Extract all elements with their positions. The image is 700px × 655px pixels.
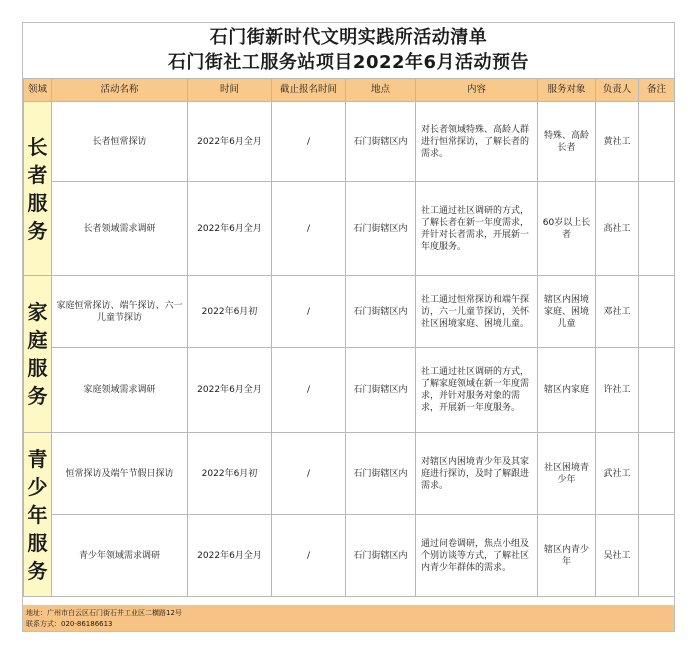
place-cell: 石门街辖区内 [346, 433, 416, 515]
owner-cell: 吴社工 [596, 515, 639, 597]
deadline-cell: / [272, 182, 346, 276]
table-row [24, 276, 675, 348]
time-cell: 2022年6月全月 [188, 182, 272, 276]
content-cell: 社工通过社区调研的方式，了解家庭领域在新一年度需求，并针对服务对象的需求，开展新一年度服务。 [416, 348, 538, 433]
place-cell: 石门街辖区内 [346, 276, 416, 348]
target-cell: 辖区内青少年 [538, 515, 596, 597]
footer-address: 地址：广州市白云区石门街石井工业区二横路12号 [26, 609, 182, 617]
deadline-cell: / [272, 433, 346, 515]
content-cell: 社工通过社区调研的方式，了解长者在新一年度需求，并针对长者需求，开展新一年度服务。 [416, 182, 538, 276]
domain-cell-youth: 青少年服务 [24, 433, 52, 597]
time-cell: 2022年6月全月 [188, 348, 272, 433]
target-cell: 特殊、高龄长者 [538, 102, 596, 182]
owner-cell: 高社工 [596, 182, 639, 276]
content-cell: 社工通过恒常探访和端午探访，六一儿童节探访，关怀社区困境家庭、困境儿童。 [416, 276, 538, 348]
header-owner: 负责人 [596, 79, 639, 102]
note-cell [639, 276, 675, 348]
page-subtitle: 石门街社工服务站项目2022年6月活动预告 [167, 52, 530, 73]
deadline-cell: / [272, 276, 346, 348]
table-row [24, 515, 675, 597]
deadline-cell: / [272, 515, 346, 597]
deadline-cell: / [272, 102, 346, 182]
target-cell: 60岁以上长者 [538, 182, 596, 276]
note-cell [639, 433, 675, 515]
header-time: 时间 [188, 79, 272, 102]
activity-name-cell: 长者领域需求调研 [52, 182, 188, 276]
place-cell: 石门街辖区内 [346, 515, 416, 597]
domain-cell-family: 家庭服务 [24, 276, 52, 433]
activity-name-cell: 长者恒常探访 [52, 102, 188, 182]
time-cell: 2022年6月初 [188, 276, 272, 348]
note-cell [639, 515, 675, 597]
activity-name-cell: 家庭领域需求调研 [52, 348, 188, 433]
header-target: 服务对象 [538, 79, 596, 102]
content-cell: 对长者领域特殊、高龄人群进行恒常探访，了解长者的需求。 [416, 102, 538, 182]
target-cell: 辖区内家庭 [538, 348, 596, 433]
target-cell: 辖区内困境家庭、困境儿童 [538, 276, 596, 348]
footer-contact [23, 605, 674, 631]
activity-name-cell: 家庭恒常探访、端午探访、六一儿童节探访 [52, 276, 188, 348]
table-row [24, 102, 675, 182]
header-domain: 领域 [24, 79, 52, 102]
header-deadline: 截止报名时间 [272, 79, 346, 102]
content-cell: 对辖区内困境青少年及其家庭进行探访，及时了解跟进需求。 [416, 433, 538, 515]
activity-table [23, 78, 675, 597]
activity-sheet [22, 22, 675, 632]
page-title: 石门街新时代文明实践所活动清单 [209, 27, 488, 48]
owner-cell: 邓社工 [596, 276, 639, 348]
target-cell: 社区困境青少年 [538, 433, 596, 515]
title-block [23, 23, 674, 78]
header-content: 内容 [416, 79, 538, 102]
place-cell: 石门街辖区内 [346, 182, 416, 276]
deadline-cell: / [272, 348, 346, 433]
table-row [24, 433, 675, 515]
note-cell [639, 348, 675, 433]
table-header-row [24, 79, 675, 102]
time-cell: 2022年6月初 [188, 433, 272, 515]
content-cell: 通过问卷调研，焦点小组及个别访谈等方式，了解社区内青少年群体的需求。 [416, 515, 538, 597]
note-cell [639, 182, 675, 276]
table-row [24, 182, 675, 276]
activity-name-cell: 恒常探访及端午节假日探访 [52, 433, 188, 515]
owner-cell: 武社工 [596, 433, 639, 515]
owner-cell: 黄社工 [596, 102, 639, 182]
header-note: 备注 [639, 79, 675, 102]
time-cell: 2022年6月全月 [188, 102, 272, 182]
place-cell: 石门街辖区内 [346, 102, 416, 182]
place-cell: 石门街辖区内 [346, 348, 416, 433]
footer-phone: 联系方式：020-86186613 [26, 620, 113, 628]
activity-name-cell: 青少年领域需求调研 [52, 515, 188, 597]
domain-cell-elderly: 长者服务 [24, 102, 52, 276]
time-cell: 2022年6月全月 [188, 515, 272, 597]
table-row [24, 348, 675, 433]
owner-cell: 许社工 [596, 348, 639, 433]
note-cell [639, 102, 675, 182]
header-place: 地点 [346, 79, 416, 102]
header-activity-name: 活动名称 [52, 79, 188, 102]
